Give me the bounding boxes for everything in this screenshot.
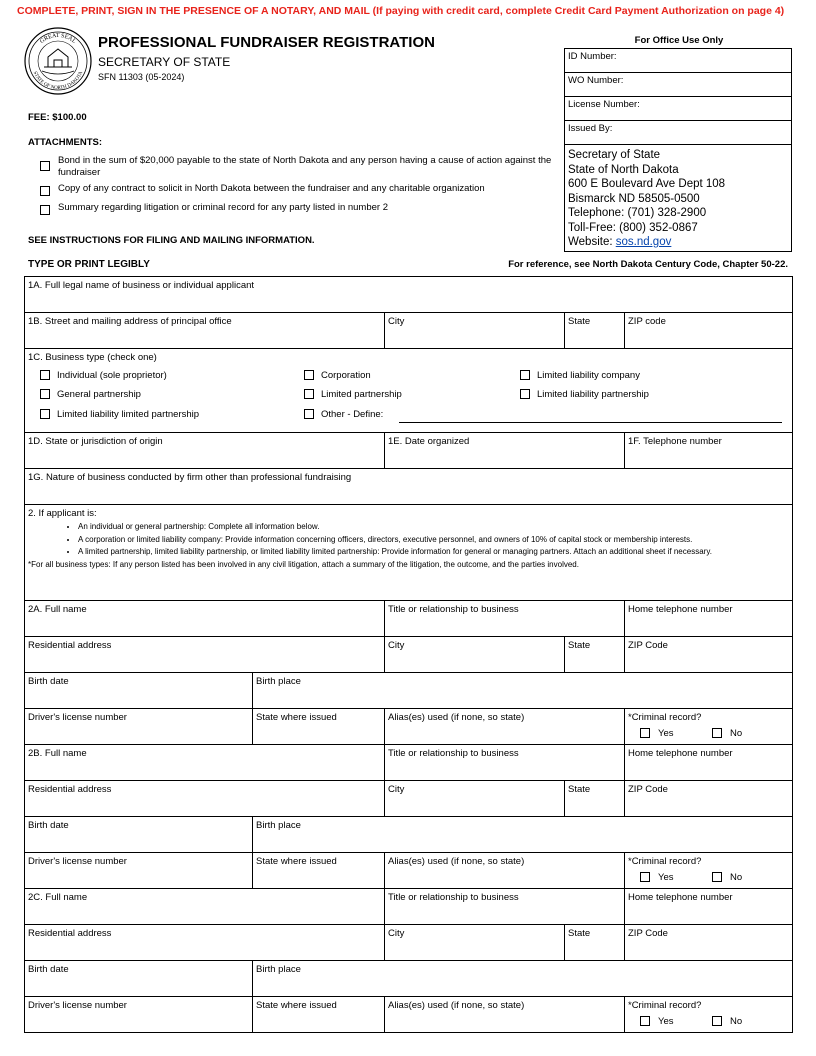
field-1a-full-legal-name[interactable]: 1A. Full legal name of business or individual applicant: [24, 276, 793, 313]
field-1b-zip[interactable]: ZIP code: [624, 312, 793, 349]
option-label: No: [730, 872, 743, 883]
option-label: Other - Define:: [321, 409, 384, 420]
type-llp[interactable]: [520, 389, 649, 400]
office-use-title: For Office Use Only: [634, 35, 724, 46]
checkbox[interactable]: [640, 1016, 650, 1026]
attachment-contract-label: Copy of any contract to solicit in North Dakota between the fundraiser and any charitable organization: [58, 183, 485, 194]
person-2c-home-telephone[interactable]: Home telephone number: [624, 888, 793, 925]
person-2c-city[interactable]: City: [384, 924, 565, 961]
option-label: Limited liability company: [537, 370, 640, 381]
form-title: PROFESSIONAL FUNDRAISER REGISTRATION: [98, 34, 435, 51]
attachment-summary: [40, 202, 560, 214]
person-2a-title-relationship[interactable]: Title or relationship to business: [384, 600, 625, 637]
criminal-record-yes[interactable]: [640, 728, 674, 739]
section-2-footnote: *For all business types: If any person listed has been involved in any civil litigation, attach a summary of the litigation, the outcome, and the parties involved.: [28, 559, 579, 569]
form-number: SFN 11303 (05-2024): [98, 72, 185, 82]
person-2b-home-telephone[interactable]: Home telephone number: [624, 744, 793, 781]
option-label: No: [730, 1016, 743, 1027]
bullet-item: • A limited partnership, limited liability partnership, or limited liability limited partnership: Provide information for general or managing partners. Attach an additional sheet if necessary.: [78, 546, 789, 559]
office-address-line: Bismarck ND 58505-0500: [568, 192, 700, 205]
person-2c-zip[interactable]: ZIP Code: [624, 924, 793, 961]
criminal-record-no[interactable]: [712, 872, 742, 883]
person-2a-full-name[interactable]: 2A. Full name: [24, 600, 385, 637]
option-label: Yes: [658, 872, 674, 883]
person-2b-birth-place[interactable]: Birth place: [252, 816, 793, 853]
office-address-line: Secretary of State: [568, 149, 661, 161]
checkbox[interactable]: [40, 409, 50, 419]
attachment-contract: [40, 183, 560, 195]
attachments-heading: ATTACHMENTS:: [28, 137, 103, 148]
checkbox[interactable]: [304, 370, 314, 380]
option-label: No: [730, 728, 743, 739]
person-2a-city[interactable]: City: [384, 636, 565, 673]
person-2b-residential-address[interactable]: Residential address: [24, 780, 385, 817]
person-2b-zip[interactable]: ZIP Code: [624, 780, 793, 817]
office-website-row: [568, 235, 725, 250]
attachment-summary-label: Summary regarding litigation or criminal record for any party listed in number 2: [58, 202, 388, 213]
form-subtitle: SECRETARY OF STATE: [98, 55, 231, 69]
person-2b-city[interactable]: City: [384, 780, 565, 817]
person-2c-title-relationship[interactable]: Title or relationship to business: [384, 888, 625, 925]
checkbox[interactable]: [40, 389, 50, 399]
field-1b-city[interactable]: City: [384, 312, 565, 349]
criminal-record-no[interactable]: [712, 728, 742, 739]
type-print-note: TYPE OR PRINT LEGIBLY: [28, 259, 150, 270]
seal-bottom-text: STATE OF NORTH DAKOTA: [31, 70, 85, 92]
checkbox[interactable]: [712, 728, 722, 738]
option-label: Yes: [658, 1016, 674, 1027]
section-2-heading: 2. If applicant is:: [28, 508, 97, 519]
fee-label: FEE: $100.00: [28, 112, 87, 123]
bullet-item: • A corporation or limited liability company: Provide information concerning officers, directors, executive personnel, and owners of 10% of capital stock or membership interests.: [78, 534, 789, 547]
option-label: Limited liability partnership: [537, 389, 649, 400]
option-label: General partnership: [57, 389, 141, 400]
attachment-contract-checkbox[interactable]: [40, 186, 50, 196]
type-other[interactable]: [304, 409, 383, 420]
office-address-line: State of North Dakota: [568, 163, 679, 176]
seal-top-text: GREAT SEAL: [39, 32, 77, 45]
attachment-bond-label: Bond in the sum of $20,000 payable to the state of North Dakota and any person having a cause of action against the fundraiser: [58, 155, 552, 178]
criminal-record-label: *Criminal record?: [628, 1000, 702, 1011]
criminal-record-no[interactable]: [712, 1016, 742, 1027]
attachment-summary-checkbox[interactable]: [40, 205, 50, 215]
checkbox[interactable]: [304, 409, 314, 419]
person-2b-full-name[interactable]: 2B. Full name: [24, 744, 385, 781]
website-label: Website:: [568, 236, 616, 248]
field-1c-business-type: [24, 348, 793, 433]
person-2b-state-issued[interactable]: State where issued: [252, 852, 385, 889]
person-2c-full-name[interactable]: 2C. Full name: [24, 888, 385, 925]
person-2a-birth-date[interactable]: Birth date: [24, 672, 253, 709]
office-address-line: 600 E Boulevard Ave Dept 108: [568, 178, 726, 190]
type-corporation[interactable]: [304, 370, 371, 381]
checkbox[interactable]: [40, 370, 50, 380]
checkbox[interactable]: [520, 389, 530, 399]
field-1f-telephone[interactable]: 1F. Telephone number: [624, 432, 793, 469]
attachment-bond-checkbox[interactable]: [40, 161, 50, 171]
office-license-number[interactable]: License Number:: [565, 97, 791, 121]
top-notice: COMPLETE, PRINT, SIGN IN THE PRESENCE OF A NOTARY, AND MAIL (If paying with credit card, complete Credit Card Payment Authorization on page 4): [17, 5, 785, 17]
person-2b-aliases[interactable]: Alias(es) used (if none, so state): [384, 852, 625, 889]
office-telephone: Telephone: (701) 328-2900: [568, 207, 707, 219]
person-2b-birth-date[interactable]: Birth date: [24, 816, 253, 853]
criminal-record-yes[interactable]: [640, 872, 674, 883]
person-2c-state-issued[interactable]: State where issued: [252, 996, 385, 1033]
person-2b-title-relationship[interactable]: Title or relationship to business: [384, 744, 625, 781]
office-wo-number[interactable]: WO Number:: [565, 73, 791, 97]
see-instructions: SEE INSTRUCTIONS FOR FILING AND MAILING INFORMATION.: [28, 235, 315, 246]
checkbox[interactable]: [640, 728, 650, 738]
checkbox[interactable]: [520, 370, 530, 380]
option-label: Yes: [658, 728, 674, 739]
checkbox[interactable]: [640, 872, 650, 882]
website-link[interactable]: sos.nd.gov: [615, 236, 672, 248]
person-2a-residential-address[interactable]: Residential address: [24, 636, 385, 673]
office-use-box: [564, 48, 792, 252]
person-2a-aliases[interactable]: Alias(es) used (if none, so state): [384, 708, 625, 745]
office-address: [568, 148, 725, 250]
option-label: Limited partnership: [321, 389, 402, 400]
type-individual[interactable]: [40, 370, 167, 381]
office-issued-by[interactable]: Issued By:: [565, 121, 791, 145]
person-2a-drivers-license[interactable]: Driver's license number: [24, 708, 253, 745]
type-limited-partnership[interactable]: [304, 389, 402, 400]
criminal-record-yes[interactable]: [640, 1016, 674, 1027]
business-type-label: 1C. Business type (check one): [28, 352, 157, 363]
type-llc[interactable]: [520, 370, 640, 381]
person-2c-drivers-license[interactable]: Driver's license number: [24, 996, 253, 1033]
field-1b-state[interactable]: State: [564, 312, 625, 349]
field-1e-date-organized[interactable]: 1E. Date organized: [384, 432, 625, 469]
person-2a-birth-place[interactable]: Birth place: [252, 672, 793, 709]
field-1g-nature-of-business[interactable]: 1G. Nature of business conducted by firm other than professional fundraising: [24, 468, 793, 505]
criminal-record-label: *Criminal record?: [628, 712, 702, 723]
state-seal-icon: [24, 27, 92, 95]
person-2a-home-telephone[interactable]: Home telephone number: [624, 600, 793, 637]
field-1d-jurisdiction[interactable]: 1D. State or jurisdiction of origin: [24, 432, 385, 469]
bullet-item: • An individual or general partnership: Complete all information below.: [78, 521, 789, 534]
attachment-bond: [40, 155, 560, 179]
person-2c-residential-address[interactable]: Residential address: [24, 924, 385, 961]
other-define-line[interactable]: [399, 422, 782, 423]
office-toll-free: Toll-Free: (800) 352-0867: [568, 221, 698, 234]
option-label: Limited liability limited partnership: [57, 409, 200, 420]
person-2b-state[interactable]: State: [564, 780, 625, 817]
option-label: Corporation: [321, 370, 371, 381]
person-2a-state[interactable]: State: [564, 636, 625, 673]
section-2-bullets: [28, 521, 789, 559]
person-2b-drivers-license[interactable]: Driver's license number: [24, 852, 253, 889]
person-2a-state-issued[interactable]: State where issued: [252, 708, 385, 745]
person-2c-aliases[interactable]: Alias(es) used (if none, so state): [384, 996, 625, 1033]
field-1b-address[interactable]: 1B. Street and mailing address of principal office: [24, 312, 385, 349]
section-2-instructions: [24, 504, 793, 601]
person-2a-zip[interactable]: ZIP Code: [624, 636, 793, 673]
person-2b-criminal-record: [624, 852, 793, 889]
checkbox[interactable]: [712, 872, 722, 882]
person-2c-state[interactable]: State: [564, 924, 625, 961]
person-2a-criminal-record: [624, 708, 793, 745]
person-2c-birth-date[interactable]: Birth date: [24, 960, 253, 997]
criminal-record-label: *Criminal record?: [628, 856, 702, 867]
option-label: Individual (sole proprietor): [57, 370, 167, 381]
person-2c-birth-place[interactable]: Birth place: [252, 960, 793, 997]
checkbox[interactable]: [304, 389, 314, 399]
type-lllp[interactable]: [40, 409, 199, 420]
office-id-number[interactable]: ID Number:: [565, 49, 791, 73]
reference-note: For reference, see North Dakota Century Code, Chapter 50-22.: [508, 259, 788, 270]
person-2c-criminal-record: [624, 996, 793, 1033]
checkbox[interactable]: [712, 1016, 722, 1026]
type-general-partnership[interactable]: [40, 389, 141, 400]
